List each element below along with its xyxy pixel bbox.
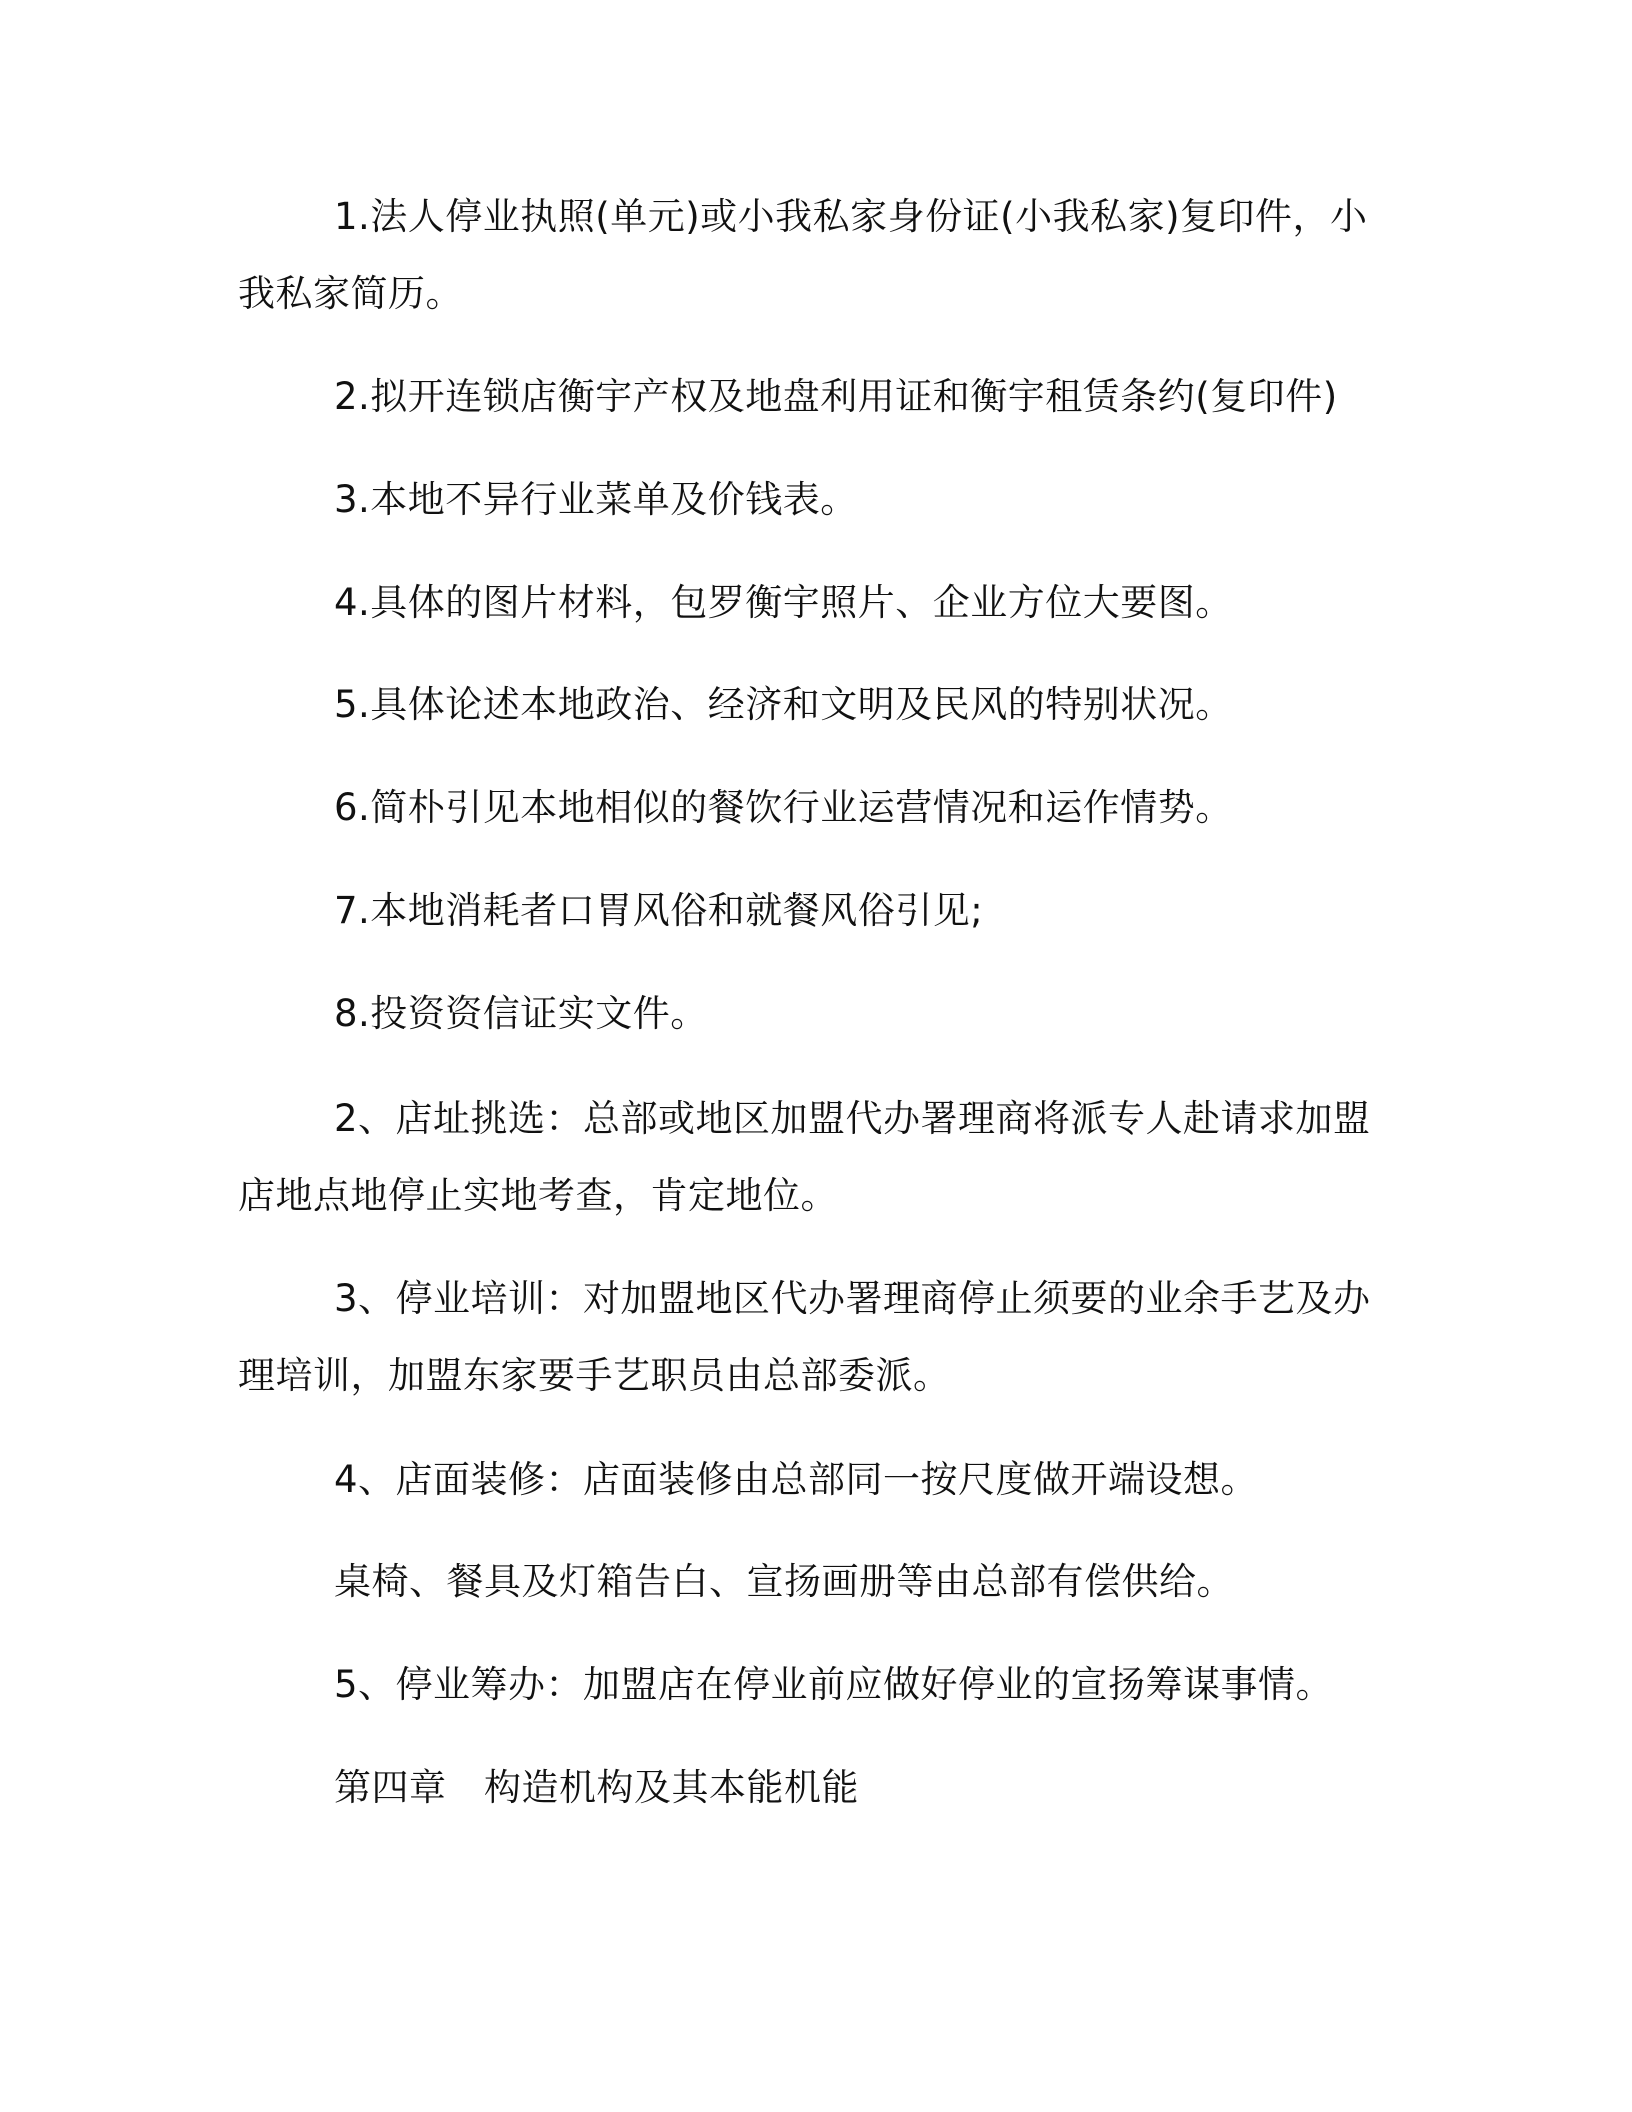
paragraph-item-6-industry: 6.简朴引见本地相似的餐饮行业运营情况和运作情势。 (334, 786, 1233, 829)
chapter-heading: 第四章 构造机构及其本能机能 (334, 1766, 859, 1809)
paragraph-item-1-license: 1.法人停业执照(单元)或小我私家身份证(小我私家)复印件，小我私家简历。 (238, 195, 1368, 315)
paragraph-opening-prep: 5、停业筹办：加盟店在停业前应做好停业的宣扬筹谋事情。 (334, 1663, 1334, 1706)
paragraph-training: 3、停业培训：对加盟地区代办署理商停止须要的业余手艺及办理培训，加盟东家要手艺职员由总部委派。 (238, 1277, 1371, 1397)
paragraph-furniture: 桌椅、餐具及灯箱告白、宣扬画册等由总部有偿供给。 (334, 1560, 1234, 1603)
paragraph-item-3-menu: 3.本地不异行业菜单及价钱表。 (334, 478, 858, 521)
paragraph-site-selection: 2、店址挑选：总部或地区加盟代办署理商将派专人赴请求加盟店地点地停止实地考查，肯定地位。 (238, 1097, 1371, 1217)
paragraph-item-2-property: 2.拟开连锁店衡宇产权及地盘利用证和衡宇租赁条约(复印件) (334, 375, 1338, 418)
paragraph-item-4-photos: 4.具体的图片材料，包罗衡宇照片、企业方位大要图。 (334, 581, 1233, 624)
paragraph-item-5-local-conditions: 5.具体论述本地政治、经济和文明及民风的特别状况。 (334, 683, 1233, 726)
paragraph-decoration: 4、店面装修：店面装修由总部同一按尺度做开端设想。 (334, 1458, 1259, 1501)
paragraph-item-7-consumer-habits: 7.本地消耗者口胃风俗和就餐风俗引见; (334, 889, 984, 932)
paragraph-item-8-credit: 8.投资资信证实文件。 (334, 992, 708, 1035)
